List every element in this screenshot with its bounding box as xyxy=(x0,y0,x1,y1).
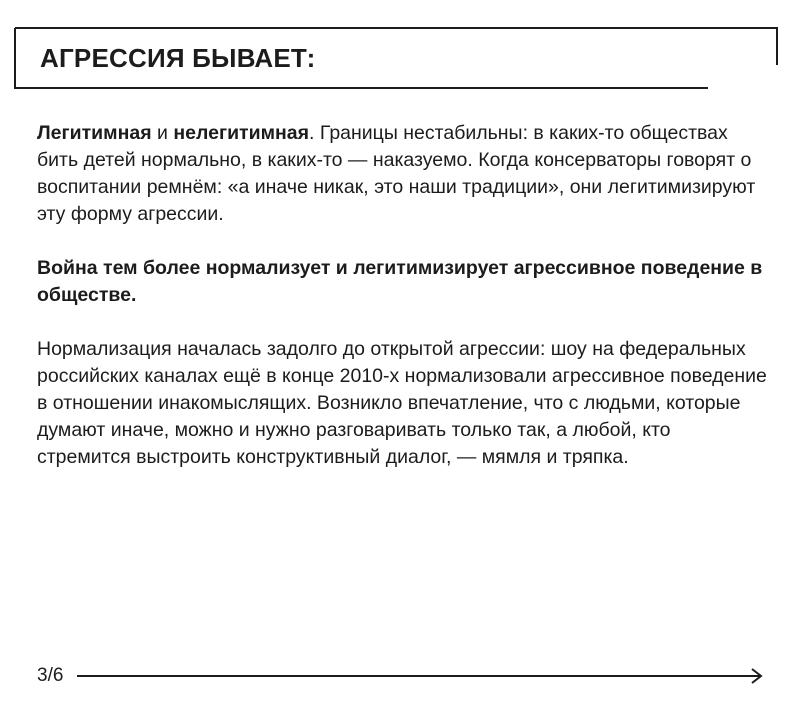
paragraph-legitimacy-text: . Границы нестабильны: в каких-то обществах бить детей нормально, в каких-то — наказуемо. Когда консерваторы говорят о воспитании ремнём: «а иначе никак, это наши традиции», они легитимизируют эту форму агрессии. xyxy=(37,122,756,225)
header-frame xyxy=(14,27,778,89)
paragraph-normalization: Нормализация началась задолго до открытой агрессии: шоу на федеральных российских каналах ещё в конце 2010-х нормализовали агрессивное поведение в отношении инакомыслящих. Возникло впечатление, что с людьми, которые думают иначе, можно и нужно разговаривать только так, а любой, кто стремится выстроить конструктивный диалог, — мямля и тряпка. xyxy=(37,338,767,468)
page-number: 3/6 xyxy=(37,665,64,686)
paragraph-legitimacy xyxy=(37,120,767,228)
conjunction: и xyxy=(151,122,174,144)
footer xyxy=(37,664,767,688)
page-title: АГРЕССИЯ БЫВАЕТ: xyxy=(40,43,316,73)
term-illegitimate: нелегитимная xyxy=(173,122,310,144)
arrow-right-icon xyxy=(77,664,763,688)
main-content xyxy=(37,120,767,498)
term-legitimate: Легитимная xyxy=(37,122,152,144)
paragraph-war: Война тем более нормализует и легитимизирует агрессивное поведение в обществе. xyxy=(37,257,763,306)
